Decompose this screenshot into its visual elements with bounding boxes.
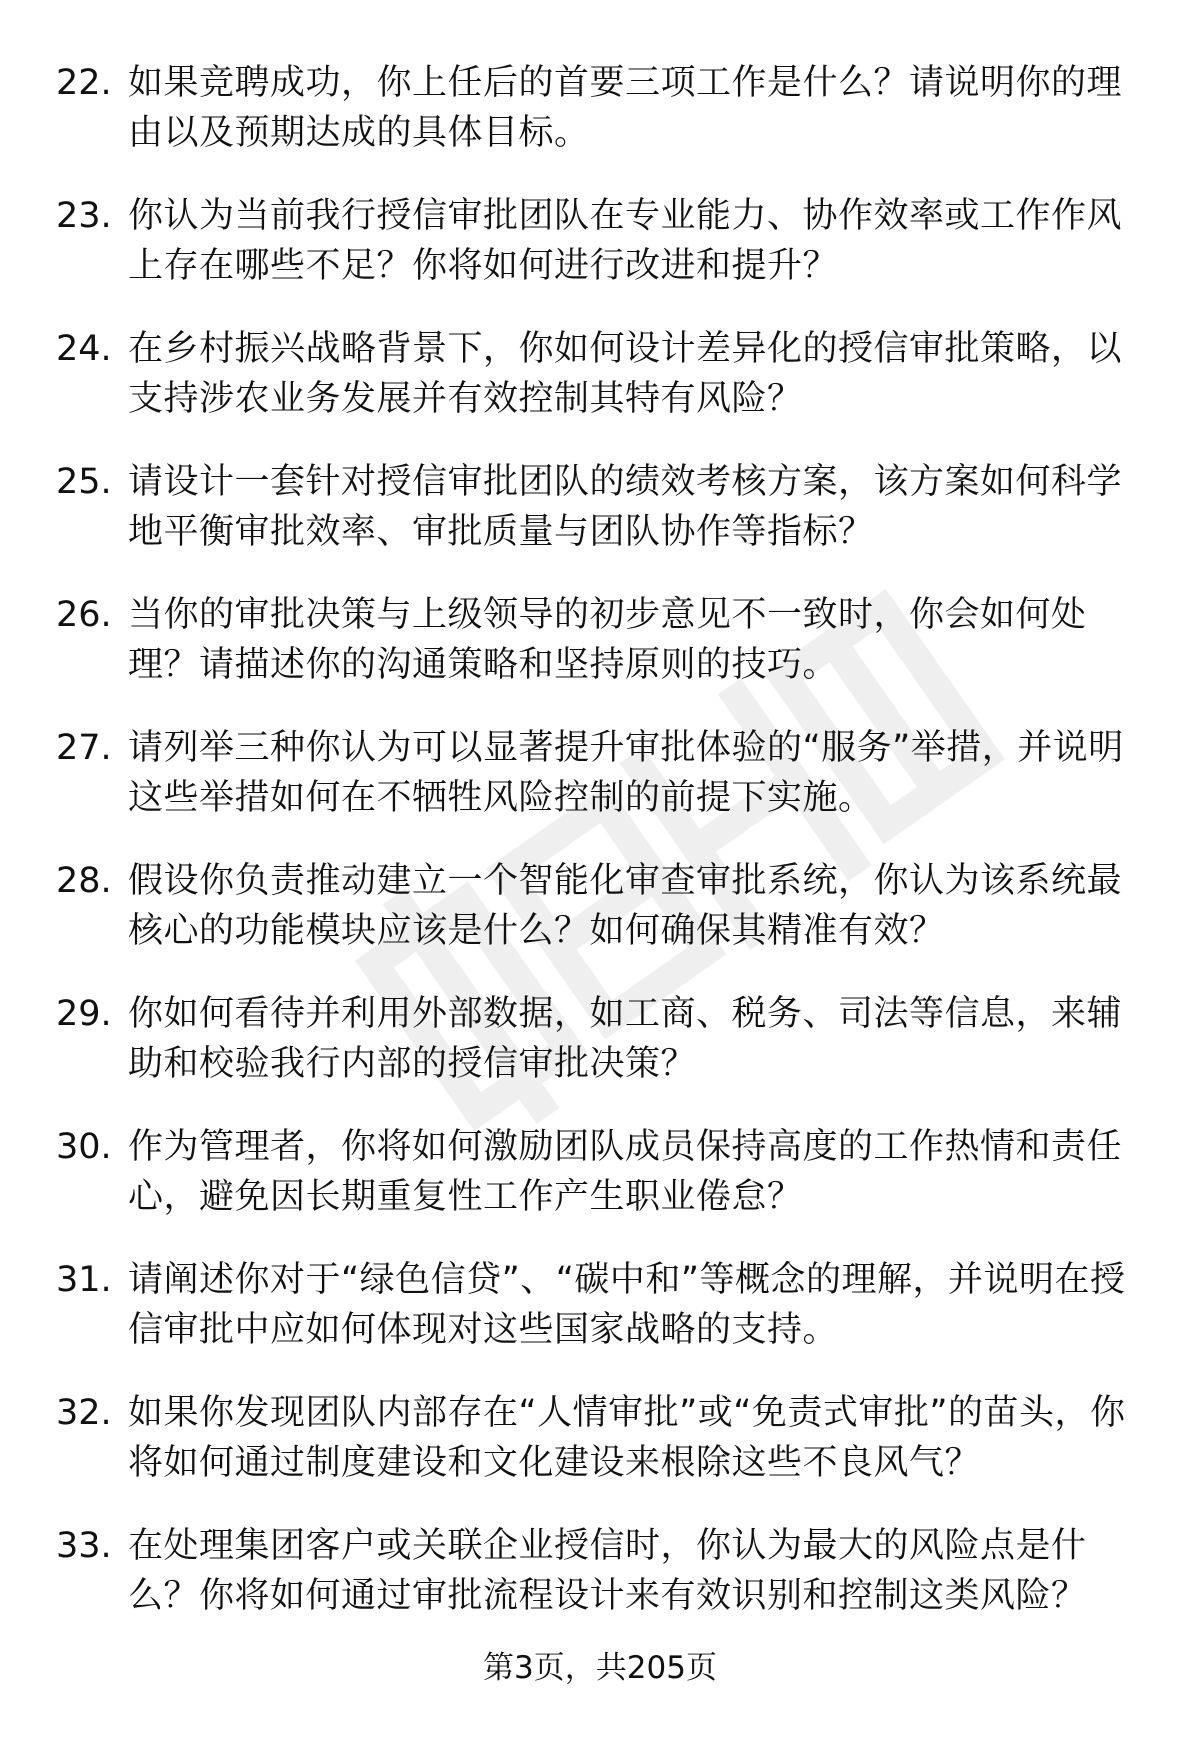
- question-item: [0, 1521, 1200, 1654]
- question-text: 在处理集团客户或关联企业授信时，你认为最大的风险点是什么？你将如何通过审批流程设计来有效识别和控制这类风险？: [128, 1526, 1087, 1616]
- question-number: 22.: [56, 63, 112, 103]
- question-text: 请列举三种你认为可以显著提升审批体验的“服务”举措，并说明这些举措如何在不牺牲风险控制的前提下实施。: [128, 728, 1124, 818]
- question-text: 你认为当前我行授信审批团队在专业能力、协作效率或工作作风上存在哪些不足？你将如何进行改进和提升？: [128, 196, 1123, 286]
- question-item: [0, 324, 1200, 457]
- question-text: 假设你负责推动建立一个智能化审查审批系统，你认为该系统最核心的功能模块应该是什么？如何确保其精准有效？: [128, 861, 1123, 951]
- question-number: 30.: [56, 1127, 112, 1167]
- question-number: 33.: [56, 1526, 112, 1566]
- question-number: 27.: [56, 728, 112, 768]
- question-number: 25.: [56, 462, 112, 502]
- question-number: 24.: [56, 329, 112, 369]
- question-list: [0, 58, 1200, 1654]
- page-footer: 第3页，共205页: [483, 1650, 717, 1686]
- question-item: [0, 1255, 1200, 1388]
- question-text: 当你的审批决策与上级领导的初步意见不一致时，你会如何处理？请描述你的沟通策略和坚持原则的技巧。: [128, 595, 1087, 685]
- question-text: 如果你发现团队内部存在“人情审批”或“免责式审批”的苗头，你将如何通过制度建设和文化建设来根除这些不良风气？: [128, 1393, 1126, 1483]
- question-item: [0, 457, 1200, 590]
- question-text: 你如何看待并利用外部数据，如工商、税务、司法等信息，来辅助和校验我行内部的授信审批决策？: [128, 994, 1123, 1084]
- question-number: 26.: [56, 595, 112, 635]
- question-text: 请阐述你对于“绿色信贷”、“碳中和”等概念的理解，并说明在授信审批中应如何体现对这些国家战略的支持。: [128, 1260, 1126, 1350]
- question-number: 28.: [56, 861, 112, 901]
- question-text: 如果竞聘成功，你上任后的首要三项工作是什么？请说明你的理由以及预期达成的具体目标。: [128, 63, 1123, 153]
- question-number: 29.: [56, 994, 112, 1034]
- question-number: 32.: [56, 1393, 112, 1433]
- question-item: [0, 191, 1200, 324]
- question-number: 23.: [56, 196, 112, 236]
- question-item: [0, 1388, 1200, 1521]
- question-text: 作为管理者，你将如何激励团队成员保持高度的工作热情和责任心，避免因长期重复性工作产生职业倦怠？: [128, 1127, 1123, 1217]
- question-item: [0, 590, 1200, 723]
- question-item: [0, 856, 1200, 989]
- question-text: 在乡村振兴战略背景下，你如何设计差异化的授信审批策略，以支持涉农业务发展并有效控制其特有风险？: [128, 329, 1123, 419]
- question-item: [0, 58, 1200, 191]
- question-item: [0, 1122, 1200, 1255]
- question-item: [0, 989, 1200, 1122]
- question-item: [0, 723, 1200, 856]
- question-text: 请设计一套针对授信审批团队的绩效考核方案，该方案如何科学地平衡审批效率、审批质量与团队协作等指标？: [128, 462, 1123, 552]
- question-number: 31.: [56, 1260, 112, 1300]
